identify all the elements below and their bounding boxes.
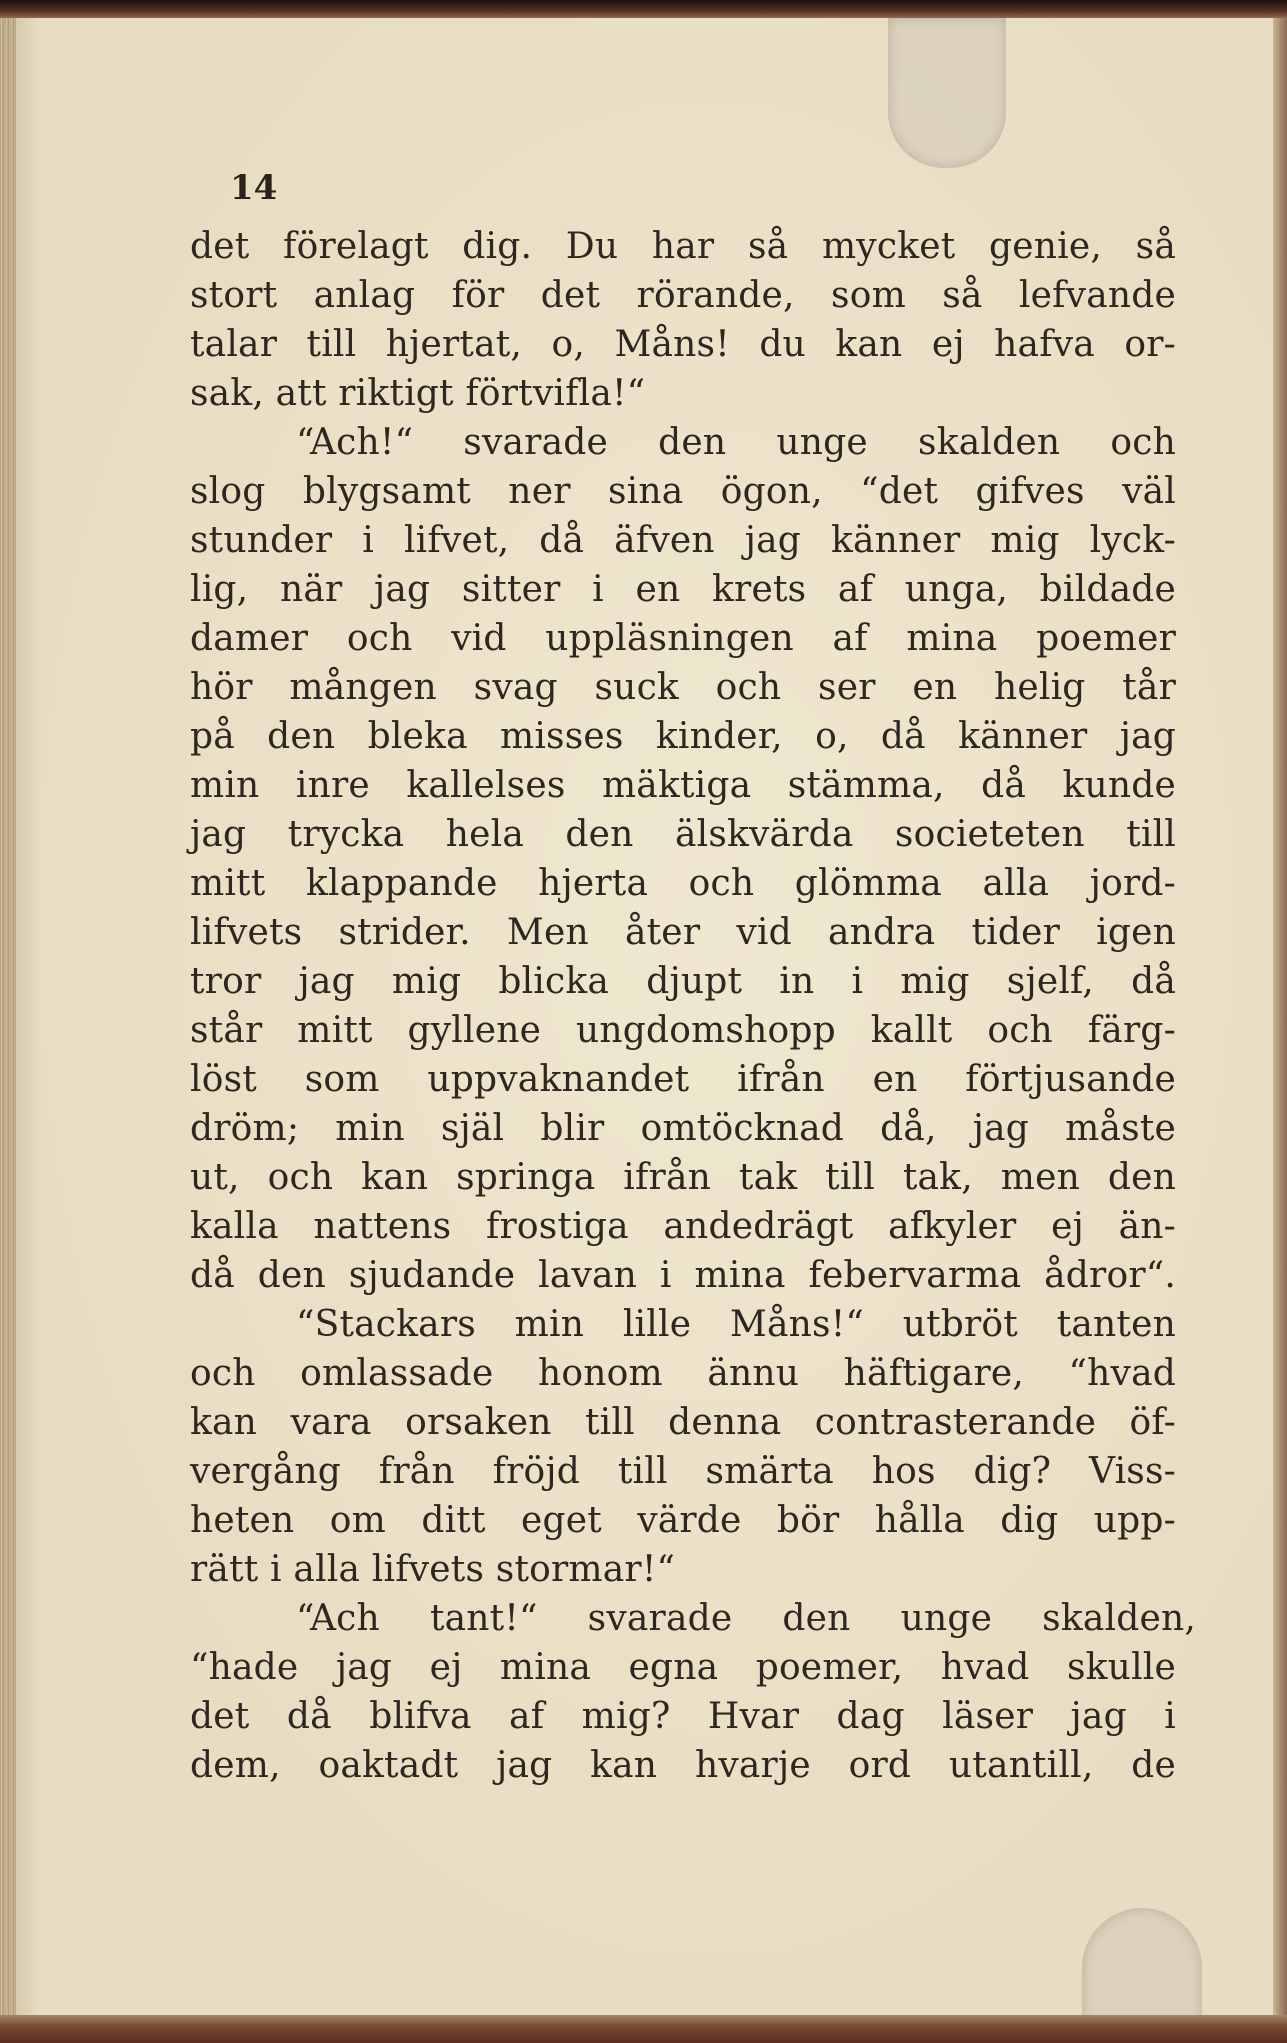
text-line: står mitt gyllene ungdomshopp kallt och färg- (190, 1010, 1176, 1051)
text-line: “Ach tant!“ svarade den unge skalden, (296, 1598, 1196, 1639)
text-line: sak, att riktigt förtvifla!“ (190, 373, 646, 414)
text-line: talar till hjertat, o, Måns! du kan ej hafva or- (190, 324, 1176, 365)
text-line: “Stackars min lille Måns!“ utbröt tanten (296, 1304, 1176, 1345)
book-top-edge (0, 0, 1287, 20)
text-line: det då blifva af mig? Hvar dag läser jag i (190, 1696, 1176, 1737)
text-line: stort anlag för det rörande, som så lefvande (190, 275, 1176, 316)
text-line: damer och vid uppläsningen af mina poemer (190, 618, 1176, 659)
text-line: löst som uppvaknandet ifrån en förtjusande (190, 1059, 1176, 1100)
page-right-edge (1273, 18, 1287, 2015)
text-line: då den sjudande lavan i mina febervarma ådror“. (190, 1255, 1176, 1296)
text-line: mitt klappande hjerta och glömma alla jord- (190, 863, 1176, 904)
text-line: min inre kallelses mäktiga stämma, då kunde (190, 765, 1176, 806)
page-gutter (0, 18, 16, 2015)
text-line: “Ach!“ svarade den unge skalden och (296, 422, 1176, 463)
paper-page (0, 18, 1287, 2015)
text-line: lifvets strider. Men åter vid andra tider igen (190, 912, 1176, 953)
text-line: “hade jag ej mina egna poemer, hvad skulle (190, 1647, 1176, 1688)
text-line: stunder i lifvet, då äfven jag känner mig lyck- (190, 520, 1176, 561)
book-bottom-edge (0, 2015, 1287, 2043)
text-line: kalla nattens frostiga andedrägt afkyler ej än- (190, 1206, 1176, 1247)
page-clip-bottom (1082, 1908, 1202, 2028)
text-line: och omlassade honom ännu häftigare, “hvad (190, 1353, 1176, 1394)
text-line: kan vara orsaken till denna contrasterande öf- (190, 1402, 1176, 1443)
text-line: vergång från fröjd till smärta hos dig? Viss- (190, 1451, 1176, 1492)
text-line: dröm; min själ blir omtöcknad då, jag måste (190, 1108, 1176, 1149)
text-line: tror jag mig blicka djupt in i mig sjelf, då (190, 961, 1176, 1002)
text-line: slog blygsamt ner sina ögon, “det gifves väl (190, 471, 1176, 512)
text-line: lig, när jag sitter i en krets af unga, bildade (190, 569, 1176, 610)
text-line: hör mången svag suck och ser en helig tår (190, 667, 1176, 708)
page-number: 14 (230, 168, 278, 208)
page-clip-top (888, 18, 1006, 168)
text-line: dem, oaktadt jag kan hvarje ord utantill, de (190, 1745, 1176, 1786)
text-line: ut, och kan springa ifrån tak till tak, men den (190, 1157, 1176, 1198)
text-line: på den bleka misses kinder, o, då känner jag (190, 716, 1176, 757)
text-line: rätt i alla lifvets stormar!“ (190, 1549, 676, 1590)
text-line: jag trycka hela den älskvärda societeten till (190, 814, 1176, 855)
text-line: heten om ditt eget värde bör hålla dig upp- (190, 1500, 1176, 1541)
text-line: det förelagt dig. Du har så mycket genie, så (190, 226, 1176, 267)
